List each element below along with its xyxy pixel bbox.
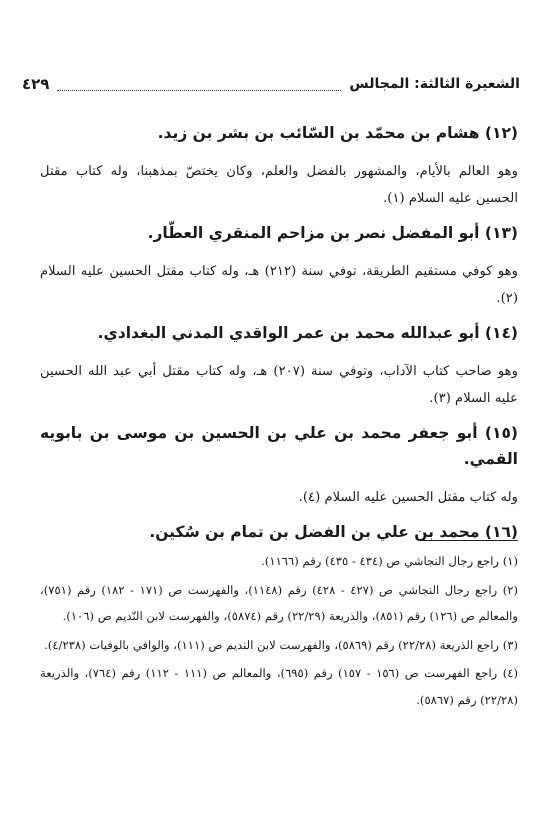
entry-heading-14: (١٤) أبو عبدالله محمد بن عمر الواقدي المدني البغدادي. [97, 324, 518, 342]
footnote-2: (٢) راجع رجال النجاشي ص (٤٢٧ - ٤٢٨) رقم (١١٤٨)، والفهرست ص (١٧١ - ١٨٢) رقم (٧٥١)، والمعالم ص (١٢٦) رقم (٨٥١)، والذريعة (٢٢/٢٩) رقم (٥٨٧٤)، والفهرست لابن النّديم ص (١٠٦). [40, 582, 518, 623]
header-dotted-leader [57, 78, 341, 91]
footnotes [40, 548, 518, 715]
running-title: الشعيرة الثالثة: المجالس [349, 76, 520, 92]
main-text [40, 112, 518, 557]
entry-heading-15: (١٥) أبو جعفر محمد بن علي بن الحسين بن موسى بن بابويه القمي. [40, 424, 518, 468]
footnote-3: (٣) راجع الذريعة (٢٢/٢٨) رقم (٥٨٦٩)، والفهرست لابن النديم ص (١١١)، والوافي بالوفيات (٤/٢٣٨). [44, 637, 518, 652]
entry-text-13: وهو كوفي مستقيم الطريقة، توفي سنة (٢١٢) هـ، وله كتاب مقتل الحسين عليه السلام (٢). [40, 264, 518, 306]
entry-text-12: وهو العالم بالأيام، والمشهور بالفضل والعلم، وكان يختصّ بمذهبنا، وله كتاب مقتل الحسين عليه السلام (١). [40, 164, 518, 206]
entry-heading-13: (١٣) أبو المفضل نصر بن مزاحم المنقري العطّار. [147, 224, 518, 242]
page-header [22, 72, 520, 96]
footnote-separator [422, 540, 518, 541]
footnote-1: (١) راجع رجال النجاشي ص (٤٣٤ - ٤٣٥) رقم (١١٦٦). [261, 554, 518, 568]
entry-text-15: وله كتاب مقتل الحسين عليه السلام (٤). [298, 490, 518, 505]
page-number: ٤٢٩ [22, 75, 50, 93]
entry-text-14: وهو صاحب كتاب الآداب، وتوفي سنة (٢٠٧) هـ، وله كتاب مقتل أبي عبد الله الحسين عليه السلام (٣). [40, 364, 518, 406]
entry-heading-12: (١٢) هشام بن محمّد بن السّائب بن بشر بن زيد. [157, 124, 518, 142]
footnote-4: (٤) راجع الفهرست ص (١٥٦ - ١٥٧) رقم (٦٩٥)، والمعالم ص (١١١ - ١١٢) رقم (٧٦٤)، والذريعة (٢٢/٢٨) رقم (٥٨٦٧). [40, 666, 519, 707]
entry-heading-16: (١٦) محمد بن علي بن الفضل بن تمام بن سُكين. [149, 523, 518, 541]
